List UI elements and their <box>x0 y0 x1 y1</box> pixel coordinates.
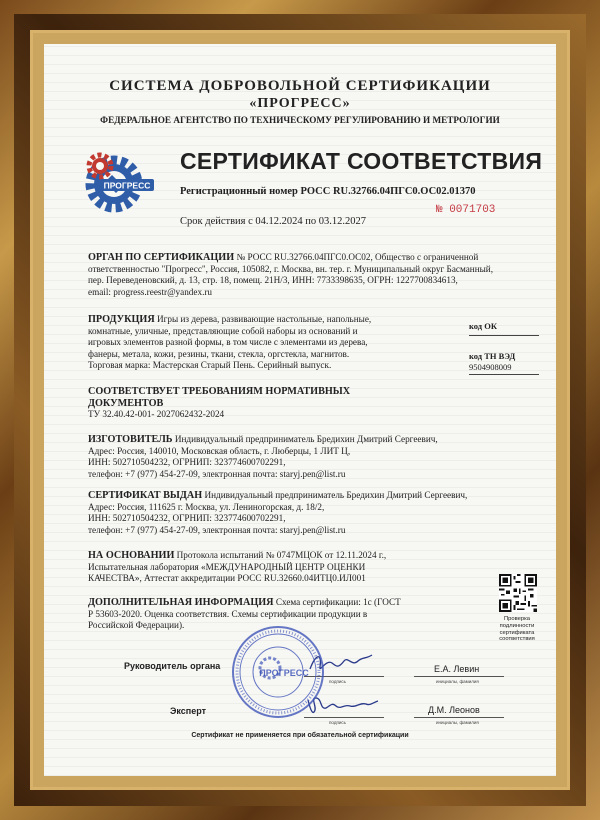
issued-heading: СЕРТИФИКАТ ВЫДАН <box>88 490 203 501</box>
manufacturer-block <box>88 434 533 480</box>
conformity-heading-2: ДОКУМЕНТОВ <box>88 397 164 409</box>
expert-name-line <box>414 717 504 718</box>
logo-text: ПРОГРЕСС <box>103 180 151 191</box>
additional-line-3: Российской Федерации). <box>88 620 185 631</box>
system-name: «ПРОГРЕСС» <box>249 96 351 111</box>
head-sign-caption: подпись <box>329 679 347 684</box>
issued-line-4: телефон: +7 (977) 454-27-09, электронная почта: staryj.pen@list.ru <box>88 524 346 535</box>
organ-block <box>88 252 533 298</box>
footer-note: Сертификат не применяется при обязательной сертификации <box>191 732 409 739</box>
kod-ok-label: код ОК <box>469 321 497 331</box>
basis-line-1: Протокола испытаний № 0747МЦОК от 12.11.2024 г., <box>176 550 387 560</box>
product-line-3: игровых элементов разной формы, в том числе с элементами из дерева, <box>88 337 368 348</box>
product-line-5: Торговая марка: Мастерская Старый Пень. Серийный выпуск. <box>88 360 332 371</box>
product-heading: ПРОДУКЦИЯ <box>88 314 155 325</box>
product-line-2: комнатные, уличные, представляющие собой наборы из оснований и <box>88 325 358 336</box>
conformity-heading-1: СООТВЕТСТВУЕТ ТРЕБОВАНИЯМ НОРМАТИВНЫХ <box>88 386 351 397</box>
additional-line-1: Схема сертификации: 1с (ГОСТ <box>275 597 401 607</box>
serial-number: № 0071703 <box>436 204 496 216</box>
expert-name-caption: инициалы, фамилия <box>436 720 479 725</box>
seal-text: ПРОГРЕСС <box>259 668 309 678</box>
additional-line-2: Р 53603-2020. Оценка соответствия. Схемы сертификации продукции в <box>88 608 368 619</box>
certificate-title: СЕРТИФИКАТ СООТВЕТСТВИЯ <box>180 148 543 174</box>
issued-line-1: Индивидуальный предприниматель Бредихин Дмитрий Сергеевич, <box>204 490 468 500</box>
basis-block <box>88 550 478 585</box>
round-seal-icon <box>230 624 326 720</box>
head-name-caption: инициалы, фамилия <box>436 679 479 684</box>
manufacturer-line-1: Индивидуальный предприниматель Бредихин Дмитрий Сергеевич, <box>174 434 438 444</box>
basis-heading: НА ОСНОВАНИИ <box>88 550 175 561</box>
issued-line-3: ИНН: 502710504232, ОГРНИП: 323774600702291, <box>88 513 286 524</box>
manufacturer-heading: ИЗГОТОВИТЕЛЬ <box>88 434 173 445</box>
head-name-line <box>414 676 504 677</box>
manufacturer-line-2: Адрес: Россия, 140010, Московская область, г. Люберцы, 1 ЛИТ Ц, <box>88 445 351 456</box>
expert-sign-caption: подпись <box>329 720 347 725</box>
kod-tnved-value: 9504908009 <box>469 362 512 372</box>
conformity-doc: ТУ 32.40.42-001- 2027062432-2024 <box>88 409 225 420</box>
agency-name: ФЕДЕРАЛЬНОЕ АГЕНТСТВО ПО ТЕХНИЧЕСКОМУ РЕГУЛИРОВАНИЮ И МЕТРОЛОГИИ <box>100 115 500 125</box>
qr-caption: Проверка подлинности сертификата соответствия <box>499 616 535 643</box>
manufacturer-line-4: телефон: +7 (977) 454-27-09, электронная почта: staryj.pen@list.ru <box>88 468 346 479</box>
product-line-1: Игры из дерева, развивающие настольные, напольные, <box>157 314 372 324</box>
registration-number <box>180 186 476 197</box>
qr-code-icon[interactable] <box>499 574 537 612</box>
additional-heading: ДОПОЛНИТЕЛЬНАЯ ИНФОРМАЦИЯ <box>88 597 274 608</box>
organ-line-1: № РОСС RU.32766.04ПГС0.ОС02, Общество с ограниченной <box>236 252 479 262</box>
organ-line-4: email: progress.reestr@yandex.ru <box>88 286 213 297</box>
issued-line-2: Адрес: Россия, 111625 г. Москва, ул. Лениногорская, д. 18/2, <box>88 501 325 512</box>
expert-name: Д.М. Леонов <box>428 705 480 715</box>
organ-line-2: ответственностью "Прогресс", Россия, 105082, г. Москва, вн. тер. г. Муниципальный округ Басманный, <box>88 263 494 274</box>
kod-tnved-line <box>469 374 539 375</box>
basis-line-3: КАЧЕСТВА», Аттестат аккредитации РОСС RU.32660.04ИТЦ0.ИЛ001 <box>88 573 366 584</box>
head-label: Руководитель органа <box>124 661 221 671</box>
validity-period: Срок действия с 04.12.2024 по 03.12.2027 <box>180 216 367 227</box>
basis-line-2: Испытательная лаборатория «МЕЖДУНАРОДНЫЙ ЦЕНТР ОЦЕНКИ <box>88 561 366 572</box>
product-line-4: фанеры, метала, кожи, резины, ткани, стекла, оргстекла, магнитов. <box>88 348 350 359</box>
kod-tnved-label: код ТН ВЭД <box>469 351 516 361</box>
organ-line-3: пер. Переведеновский, д. 13, стр. 18, помещ. 21Н/3, ИНН: 7733398635, ОГРН: 1227700834613, <box>88 275 458 286</box>
kod-ok-line <box>469 335 539 336</box>
organ-heading: ОРГАН ПО СЕРТИФИКАЦИИ <box>88 252 235 263</box>
certificate-document <box>44 44 556 776</box>
expert-label: Эксперт <box>170 706 207 716</box>
reg-number: РОСС RU.32766.04ПГС0.ОС02.01370 <box>300 186 476 197</box>
issued-block <box>88 490 533 536</box>
conformity-block <box>88 386 528 421</box>
gear-logo-icon <box>80 144 162 226</box>
manufacturer-line-3: ИНН: 502710504232, ОГРНИП: 323774600702291, <box>88 457 286 468</box>
product-block <box>88 314 458 372</box>
reg-label: Регистрационный номер <box>180 186 298 197</box>
head-name: Е.А. Левин <box>434 664 480 674</box>
system-title: СИСТЕМА ДОБРОВОЛЬНОЙ СЕРТИФИКАЦИИ <box>109 78 491 94</box>
